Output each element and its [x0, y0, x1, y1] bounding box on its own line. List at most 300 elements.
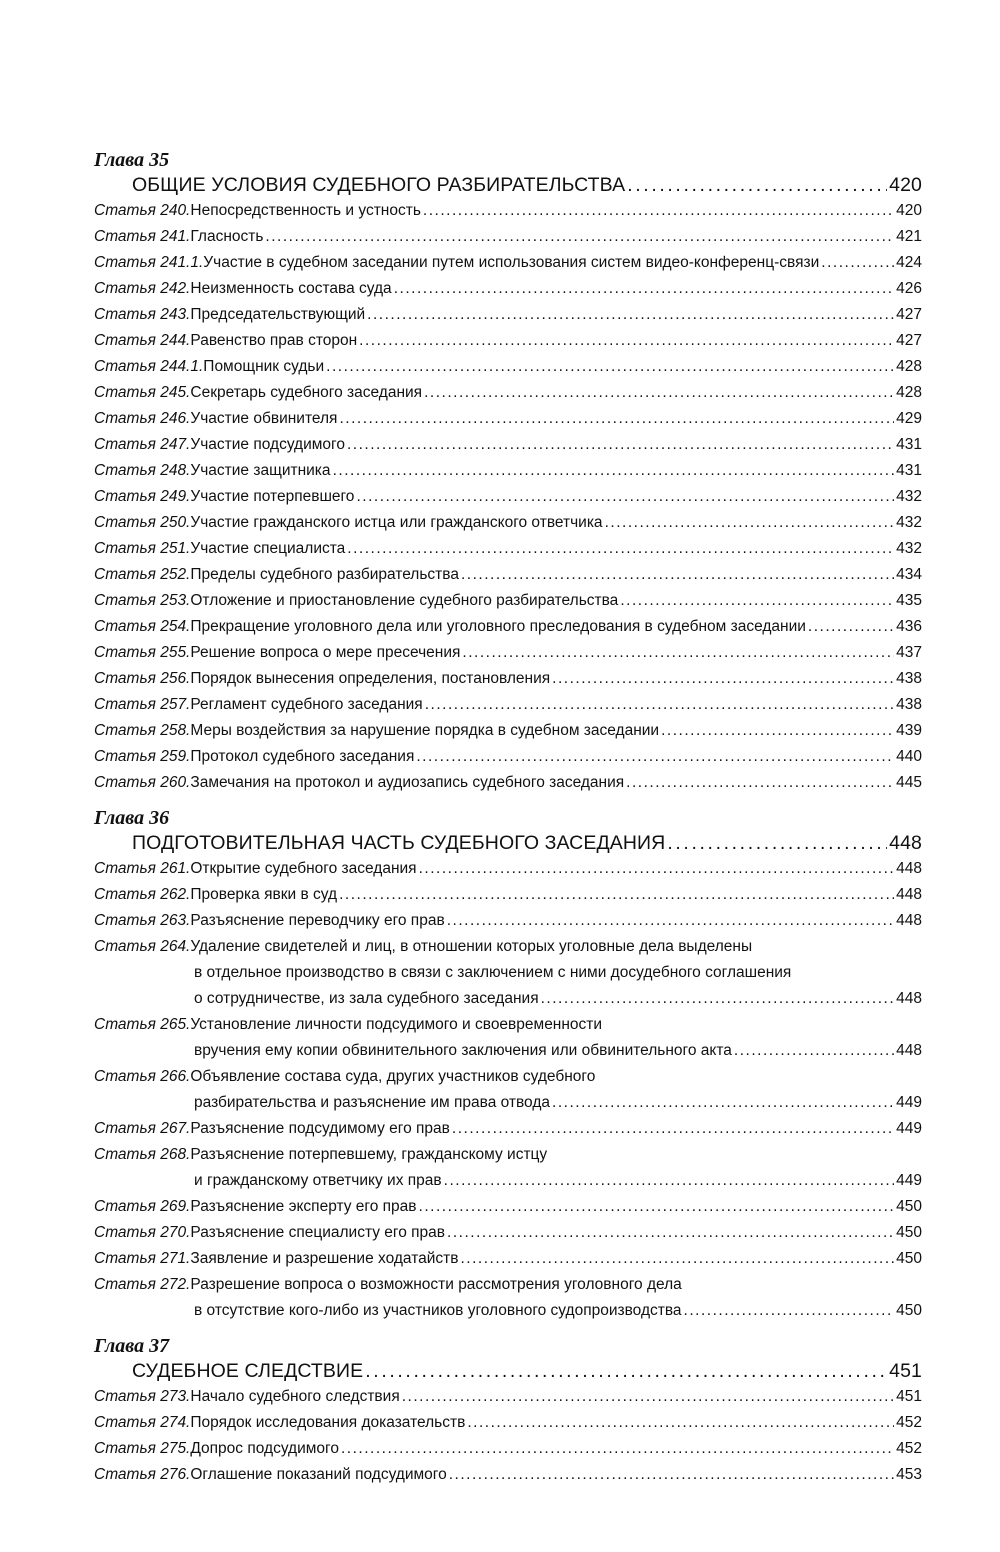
article-title: Отложение и приостановление судебного разбирательства [190, 592, 619, 609]
article-prefix [94, 328, 190, 354]
article-label: Статья 243. [94, 306, 191, 323]
leader-dots [821, 250, 894, 276]
chapter-section [94, 148, 922, 796]
toc-entry-line [94, 640, 922, 666]
article-label: Статья 240. [94, 202, 191, 219]
article-prefix [94, 536, 190, 562]
toc-entry-line [94, 562, 922, 588]
page-number: 448 [896, 886, 922, 903]
article-title: Участие в судебном заседании путем использования систем видео-конференц-связи [203, 254, 820, 271]
article-prefix [94, 882, 190, 908]
toc-entry-line [94, 960, 922, 986]
article-title: разбирательства и разъяснение им права отвода [194, 1094, 551, 1111]
leader-dots [356, 484, 894, 510]
article-label: Статья 247. [94, 436, 191, 453]
article-label: Статья 241. [94, 228, 191, 245]
article-label: Статья 242. [94, 280, 191, 297]
article-title: Равенство прав сторон [190, 332, 358, 349]
page-number: 449 [896, 1094, 922, 1111]
leader-dots [367, 302, 894, 328]
article-prefix [94, 614, 190, 640]
page-number: 450 [896, 1302, 922, 1319]
page-number: 450 [896, 1198, 922, 1215]
toc-entry [94, 276, 922, 302]
toc-entry [94, 198, 922, 224]
toc-entry [94, 744, 922, 770]
toc-entry [94, 934, 922, 1012]
page-number: 432 [896, 514, 922, 531]
leader-dots [627, 173, 887, 198]
page-number: 426 [896, 280, 922, 297]
toc-entry-line [94, 1090, 922, 1116]
article-title: Разъяснение потерпевшему, гражданскому истцу [190, 1146, 548, 1163]
toc-entry-line [94, 1142, 922, 1168]
article-label: Статья 262. [94, 886, 191, 903]
toc-entry [94, 510, 922, 536]
leader-dots [541, 986, 895, 1012]
toc-entry-line [94, 1384, 922, 1410]
chapter-section [94, 806, 922, 1324]
article-prefix [94, 934, 190, 960]
toc-entry-line [94, 1038, 922, 1064]
toc-entry-line [94, 276, 922, 302]
page-number: 420 [896, 202, 922, 219]
toc-entry [94, 1462, 922, 1488]
article-label: Статья 258. [94, 722, 191, 739]
article-title: Председательствующий [190, 306, 366, 323]
leader-dots [347, 432, 894, 458]
article-title: Разъяснение эксперту его прав [190, 1198, 417, 1215]
article-title: о сотрудничестве, из зала судебного заседания [194, 990, 539, 1007]
toc-entry [94, 328, 922, 354]
toc-entry-line [94, 302, 922, 328]
article-label: Статья 261. [94, 860, 191, 877]
article-label: Статья 251. [94, 540, 191, 557]
leader-dots [347, 536, 894, 562]
article-label: Статья 264. [94, 938, 191, 955]
toc-entry [94, 302, 922, 328]
leader-dots [339, 882, 894, 908]
article-title: вручения ему копии обвинительного заключения или обвинительного акта [194, 1042, 732, 1059]
leader-dots [341, 1436, 894, 1462]
page-number: 438 [896, 696, 922, 713]
article-prefix [94, 1272, 190, 1298]
article-prefix [94, 770, 190, 796]
leader-dots [416, 744, 894, 770]
toc-entry [94, 432, 922, 458]
toc-entry-line [94, 1298, 922, 1324]
chapter-section [94, 1334, 922, 1488]
leader-dots [620, 588, 894, 614]
toc-entry-line [94, 536, 922, 562]
toc-entry [94, 1012, 922, 1064]
article-prefix [94, 640, 190, 666]
article-title: Удаление свидетелей и лиц, в отношении которых уголовные дела выделены [190, 938, 753, 955]
toc-entry [94, 588, 922, 614]
toc-entry-line [94, 1064, 922, 1090]
toc-entry-line [94, 908, 922, 934]
article-label: Статья 244.1. [94, 358, 204, 375]
article-title: Начало судебного следствия [190, 1388, 400, 1405]
article-title: Допрос подсудимого [190, 1440, 339, 1457]
article-prefix [94, 1384, 190, 1410]
leader-dots [461, 562, 894, 588]
page-number: 428 [896, 384, 922, 401]
article-label: Статья 248. [94, 462, 191, 479]
article-prefix [94, 1012, 190, 1038]
toc-entry [94, 484, 922, 510]
page-number: 449 [896, 1120, 922, 1137]
article-title: Секретарь судебного заседания [190, 384, 423, 401]
article-label: Статья 265. [94, 1016, 191, 1033]
article-title: Участие специалиста [190, 540, 346, 557]
leader-dots [394, 276, 894, 302]
article-title: Регламент судебного заседания [190, 696, 423, 713]
toc-entry [94, 406, 922, 432]
toc-entry-line [94, 458, 922, 484]
article-title: Прекращение уголовного дела или уголовного преследования в судебном заседании [190, 618, 806, 635]
article-title: Заявление и разрешение ходатайств [190, 1250, 459, 1267]
article-label: Статья 252. [94, 566, 191, 583]
page-number: 427 [896, 332, 922, 349]
article-prefix [94, 562, 190, 588]
article-title: Порядок исследования доказательств [190, 1414, 466, 1431]
toc-entry-line [94, 406, 922, 432]
article-title: Порядок вынесения определения, постановления [190, 670, 551, 687]
toc-entry-line [94, 250, 922, 276]
article-prefix [94, 692, 190, 718]
article-prefix [94, 718, 190, 744]
toc-entry-line [94, 692, 922, 718]
article-label: Статья 253. [94, 592, 191, 609]
article-prefix [94, 198, 190, 224]
article-title: Участие обвинителя [190, 410, 338, 427]
toc-entry [94, 1384, 922, 1410]
toc-entry-line [94, 770, 922, 796]
toc-entry [94, 380, 922, 406]
page-number: 449 [896, 1172, 922, 1189]
toc-entry-line [94, 1436, 922, 1462]
leader-dots [444, 1168, 894, 1194]
toc-entry [94, 1142, 922, 1194]
article-prefix [94, 744, 190, 770]
article-prefix [94, 276, 190, 302]
article-title: Объявление состава суда, других участников судебного [190, 1068, 596, 1085]
toc-entry [94, 1064, 922, 1116]
article-title: в отсутствие кого-либо из участников уголовного судопроизводства [194, 1302, 682, 1319]
article-title: Гласность [190, 228, 264, 245]
page-number: 432 [896, 488, 922, 505]
article-prefix [94, 588, 190, 614]
leader-dots [452, 1116, 894, 1142]
article-label: Статья 271. [94, 1250, 191, 1267]
article-prefix [94, 856, 190, 882]
page-number: 448 [896, 1042, 922, 1059]
article-title: Разъяснение специалисту его прав [190, 1224, 445, 1241]
leader-dots [359, 328, 894, 354]
article-label: Статья 270. [94, 1224, 191, 1241]
toc-entry-line [94, 666, 922, 692]
page-number: 431 [896, 462, 922, 479]
article-prefix [94, 1064, 190, 1090]
page-number: 448 [896, 860, 922, 877]
toc-entry [94, 1436, 922, 1462]
page-number: 440 [896, 748, 922, 765]
article-prefix [94, 908, 190, 934]
leader-dots [423, 198, 894, 224]
article-prefix [94, 406, 190, 432]
page-number: 452 [896, 1414, 922, 1431]
article-title: в отдельное производство в связи с заключением с ними досудебного соглашения [194, 964, 792, 981]
toc-entry-line [94, 882, 922, 908]
leader-dots [467, 1410, 894, 1436]
toc-entry [94, 1220, 922, 1246]
toc-entry [94, 1410, 922, 1436]
page-number: 451 [896, 1388, 922, 1405]
chapter-title-text: ОБЩИЕ УСЛОВИЯ СУДЕБНОГО РАЗБИРАТЕЛЬСТВА [132, 174, 626, 196]
toc-entry-line [94, 934, 922, 960]
leader-dots [326, 354, 894, 380]
leader-dots [402, 1384, 894, 1410]
chapter-label: Глава 35 [94, 149, 170, 171]
page-number: 427 [896, 306, 922, 323]
leader-dots [424, 380, 894, 406]
toc-entry [94, 770, 922, 796]
toc-entry [94, 1116, 922, 1142]
page-number: 431 [896, 436, 922, 453]
leader-dots [626, 770, 894, 796]
page-number: 450 [896, 1250, 922, 1267]
toc-entry [94, 640, 922, 666]
article-title: Проверка явки в суд [190, 886, 338, 903]
leader-dots [333, 458, 895, 484]
toc-entry [94, 224, 922, 250]
page-number: 445 [896, 774, 922, 791]
toc-entry [94, 354, 922, 380]
page-number: 435 [896, 592, 922, 609]
article-label: Статья 241.1. [94, 254, 204, 271]
chapter-title-text: СУДЕБНОЕ СЛЕДСТВИЕ [132, 1360, 364, 1382]
leader-dots [365, 1359, 887, 1384]
page-number: 450 [896, 1224, 922, 1241]
leader-dots [449, 1462, 894, 1488]
toc-entry [94, 692, 922, 718]
article-label: Статья 259. [94, 748, 191, 765]
article-prefix [94, 224, 190, 250]
article-prefix [94, 1436, 190, 1462]
page-number: 448 [896, 990, 922, 1007]
toc-entry [94, 1194, 922, 1220]
toc-entry [94, 250, 922, 276]
article-title: Меры воздействия за нарушение порядка в судебном заседании [190, 722, 660, 739]
article-prefix [94, 432, 190, 458]
page-number: 448 [889, 832, 922, 854]
toc-entry-line [94, 1246, 922, 1272]
article-prefix [94, 1410, 190, 1436]
page-number: 448 [896, 912, 922, 929]
article-label: Статья 246. [94, 410, 191, 427]
leader-dots [661, 718, 894, 744]
article-label: Статья 273. [94, 1388, 191, 1405]
toc-entry-line [94, 354, 922, 380]
toc-entry [94, 718, 922, 744]
leader-dots [808, 614, 894, 640]
article-label: Статья 266. [94, 1068, 191, 1085]
toc-entry-line [94, 1462, 922, 1488]
toc-entry-line [94, 484, 922, 510]
chapter-title [94, 173, 922, 198]
chapter-title-text: ПОДГОТОВИТЕЛЬНАЯ ЧАСТЬ СУДЕБНОГО ЗАСЕДАНИЯ [132, 832, 666, 854]
leader-dots [447, 908, 894, 934]
toc-entry-line [94, 198, 922, 224]
article-label: Статья 275. [94, 1440, 191, 1457]
article-prefix [94, 1194, 190, 1220]
article-title: Неизменность состава суда [190, 280, 392, 297]
article-prefix [94, 354, 203, 380]
toc-entry-line [94, 1272, 922, 1298]
article-title: Оглашение показаний подсудимого [190, 1466, 447, 1483]
article-title: Разъяснение подсудимому его прав [190, 1120, 450, 1137]
article-prefix [94, 484, 190, 510]
article-label: Статья 245. [94, 384, 191, 401]
toc-entry [94, 908, 922, 934]
article-title: Пределы судебного разбирательства [190, 566, 459, 583]
toc-entry [94, 536, 922, 562]
leader-dots [462, 640, 894, 666]
page-number: 420 [889, 174, 922, 196]
toc-entry-line [94, 328, 922, 354]
page-number: 429 [896, 410, 922, 427]
article-label: Статья 272. [94, 1276, 191, 1293]
leader-dots [419, 1194, 895, 1220]
toc-entry-line [94, 1168, 922, 1194]
toc-entry [94, 856, 922, 882]
article-label: Статья 256. [94, 670, 191, 687]
leader-dots [734, 1038, 894, 1064]
article-title: Решение вопроса о мере пресечения [190, 644, 461, 661]
leader-dots [667, 831, 887, 856]
page-number: 424 [896, 254, 922, 271]
toc-entry-line [94, 856, 922, 882]
article-label: Статья 250. [94, 514, 191, 531]
toc-entry-line [94, 1410, 922, 1436]
toc-entry-line [94, 1194, 922, 1220]
leader-dots [447, 1220, 894, 1246]
toc-entry [94, 458, 922, 484]
article-title: Помощник судьи [203, 358, 325, 375]
toc-entry-line [94, 432, 922, 458]
article-prefix [94, 1116, 190, 1142]
toc-entry-line [94, 1012, 922, 1038]
article-label: Статья 276. [94, 1466, 191, 1483]
article-label: Статья 244. [94, 332, 191, 349]
article-title: Открытие судебного заседания [190, 860, 417, 877]
toc-entry-line [94, 718, 922, 744]
leader-dots [684, 1298, 895, 1324]
article-prefix [94, 666, 190, 692]
article-label: Статья 263. [94, 912, 191, 929]
article-prefix [94, 1220, 190, 1246]
article-prefix [94, 250, 203, 276]
article-label: Статья 257. [94, 696, 191, 713]
page-number: 436 [896, 618, 922, 635]
article-prefix [94, 458, 190, 484]
page-number: 453 [896, 1466, 922, 1483]
chapter-label: Глава 36 [94, 807, 170, 829]
toc-entry-line [94, 588, 922, 614]
toc-entry-line [94, 380, 922, 406]
toc-entry [94, 882, 922, 908]
leader-dots [460, 1246, 894, 1272]
toc-entry-line [94, 1116, 922, 1142]
article-title: Участие гражданского истца или гражданского ответчика [190, 514, 603, 531]
article-title: Непосредственность и устность [190, 202, 421, 219]
article-label: Статья 269. [94, 1198, 191, 1215]
article-label: Статья 260. [94, 774, 191, 791]
toc-entry [94, 666, 922, 692]
chapter-title [94, 831, 922, 856]
article-title: Замечания на протокол и аудиозапись судебного заседания [190, 774, 625, 791]
article-prefix [94, 1462, 190, 1488]
article-prefix [94, 510, 190, 536]
page-number: 438 [896, 670, 922, 687]
page-number: 439 [896, 722, 922, 739]
page-number: 437 [896, 644, 922, 661]
chapter-title [94, 1359, 922, 1384]
toc-entry [94, 614, 922, 640]
article-label: Статья 249. [94, 488, 191, 505]
chapter-label: Глава 37 [94, 1335, 170, 1357]
leader-dots [339, 406, 894, 432]
article-title: Разъяснение переводчику его прав [190, 912, 445, 929]
article-title: и гражданскому ответчику их прав [194, 1172, 442, 1189]
article-prefix [94, 1246, 190, 1272]
page-number: 432 [896, 540, 922, 557]
article-title: Участие потерпевшего [190, 488, 355, 505]
page-number: 421 [896, 228, 922, 245]
toc-entry [94, 1272, 922, 1324]
toc-entry-line [94, 744, 922, 770]
article-title: Участие защитника [190, 462, 331, 479]
leader-dots [419, 856, 895, 882]
leader-dots [265, 224, 894, 250]
article-title: Разрешение вопроса о возможности рассмотрения уголовного дела [190, 1276, 682, 1293]
article-title: Протокол судебного заседания [190, 748, 415, 765]
leader-dots [552, 1090, 894, 1116]
article-label: Статья 254. [94, 618, 191, 635]
toc-entry-line [94, 1220, 922, 1246]
page-number: 434 [896, 566, 922, 583]
article-prefix [94, 302, 190, 328]
toc-entry-line [94, 510, 922, 536]
toc-entry-line [94, 224, 922, 250]
toc-entry-line [94, 986, 922, 1012]
leader-dots [425, 692, 894, 718]
article-title: Установление личности подсудимого и своевременности [190, 1016, 603, 1033]
page-number: 452 [896, 1440, 922, 1457]
toc-entry [94, 562, 922, 588]
article-label: Статья 268. [94, 1146, 191, 1163]
article-prefix [94, 1142, 190, 1168]
article-label: Статья 255. [94, 644, 191, 661]
toc-entry-line [94, 614, 922, 640]
article-label: Статья 267. [94, 1120, 191, 1137]
leader-dots [552, 666, 894, 692]
leader-dots [605, 510, 895, 536]
page-number: 428 [896, 358, 922, 375]
article-prefix [94, 380, 190, 406]
page-number: 451 [889, 1360, 922, 1382]
